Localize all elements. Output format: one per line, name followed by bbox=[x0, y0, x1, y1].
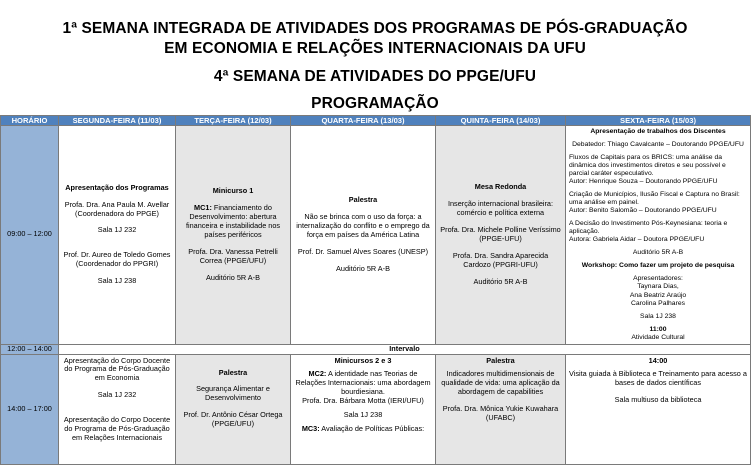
thu-am-room: Auditório 5R A-B bbox=[473, 276, 528, 286]
mon-pm-room-1: Sala 1J 232 bbox=[97, 390, 137, 400]
fri-pm-room: Sala multiuso da biblioteca bbox=[614, 395, 702, 405]
fri-am-room-2: Sala 1J 238 bbox=[640, 312, 676, 320]
thu-pm-text: Indicadores multidimensionais de qualidade de vida: uma aplicação da abordagem de capabilities bbox=[441, 369, 560, 397]
tue-am-mc-label: MC1: bbox=[194, 203, 212, 213]
wed-pm-mc2-speaker: Profa. Dra. Bárbara Motta (IERI/UFU) bbox=[302, 396, 424, 406]
morning-row bbox=[1, 126, 751, 344]
fri-am-work-1: Fluxos de Capitais para os BRICS: uma análise da dinâmica dos investimentos diretos e seu possível e parcial caráter especulativo. bbox=[569, 154, 726, 178]
mon-am-room-2: Sala 1J 238 bbox=[97, 276, 137, 286]
mon-am-room-1: Sala 1J 232 bbox=[97, 225, 137, 235]
mon-pm-text-1: Apresentação do Corpo Docente do Programa de Pós-Graduação em Economia bbox=[63, 355, 171, 383]
fri-am-work-3: A Decisão do Investimento Pós-Keynesiana: teoria e aplicação. bbox=[569, 220, 728, 236]
thursday-morning-cell bbox=[436, 126, 566, 344]
tue-pm-speaker: Prof. Dr. Antônio César Ortega (PPGE/UFU) bbox=[183, 410, 283, 429]
wed-am-title: Palestra bbox=[348, 195, 378, 205]
fri-am-workshop-text: Como fazer um projeto de pesquisa bbox=[617, 262, 735, 270]
mon-am-speaker-1: Profa. Dra. Ana Paula M. Avellar bbox=[64, 199, 170, 209]
wed-pm-mc2 bbox=[294, 370, 432, 397]
tuesday-afternoon-cell bbox=[176, 354, 291, 464]
mon-am-speaker-2: Prof. Dr. Aureo de Toledo Gomes bbox=[63, 250, 171, 260]
tue-am-title: Minicurso 1 bbox=[212, 186, 254, 196]
header-line-4: PROGRAMAÇÃO bbox=[311, 95, 439, 112]
tue-am-mc-text: Financiamento do Desenvolvimento: abertura financeira e instabilidade nos países periféricos bbox=[185, 203, 281, 239]
morning-time: 09:00 – 12:00 bbox=[1, 126, 59, 344]
col-header-friday: SEXTA-FEIRA (15/03) bbox=[566, 116, 751, 126]
tue-am-minicourse bbox=[179, 204, 287, 240]
schedule-table bbox=[0, 115, 751, 465]
col-header-monday: SEGUNDA-FEIRA (11/03) bbox=[59, 116, 176, 126]
col-header-tuesday: TERÇA-FEIRA (12/03) bbox=[176, 116, 291, 126]
fri-am-work-2: Criação de Municípios, Ilusão Fiscal e Captura no Brasil: uma análise em painel. bbox=[569, 191, 740, 207]
thu-am-title: Mesa Redonda bbox=[474, 182, 527, 192]
monday-afternoon-cell bbox=[59, 354, 176, 464]
wed-am-room: Auditório 5R A-B bbox=[336, 263, 390, 273]
mon-am-speaker-2-role: (Coordenador do PPGRI) bbox=[75, 259, 159, 269]
wed-pm-mc2-label: MC2: bbox=[308, 369, 327, 379]
fri-pm-text: Visita guiada à Biblioteca e Treinamento para acesso a bases de dados científicas bbox=[569, 369, 747, 388]
fri-am-workshop bbox=[569, 262, 747, 270]
monday-morning-cell bbox=[59, 126, 176, 344]
wednesday-morning-cell bbox=[291, 126, 436, 344]
tuesday-morning-cell bbox=[176, 126, 291, 344]
thu-am-speaker-1: Profa. Dra. Michele Polline Veríssimo (PPGE-UFU) bbox=[440, 225, 561, 243]
header-line-3: 4ª SEMANA DE ATIVIDADES DO PPGE/UFU bbox=[213, 68, 537, 85]
fri-am-room: Auditório 5R A-B bbox=[632, 249, 684, 257]
fri-am-time-2: 11:00 bbox=[649, 325, 667, 333]
afternoon-row bbox=[1, 354, 751, 464]
fri-am-presenter-3: Carolina Palhares bbox=[630, 299, 686, 307]
col-header-wednesday: QUARTA-FEIRA (13/03) bbox=[291, 116, 436, 126]
fri-am-workshop-label: Workshop: bbox=[581, 262, 618, 270]
wed-pm-mc2-text: A identidade nas Teorias de Relações Internacionais: uma abordagem bourdiesiana. bbox=[295, 369, 431, 397]
friday-morning-cell bbox=[566, 126, 751, 344]
fri-am-presenter-2: Ana Beatriz Araújo bbox=[629, 291, 687, 299]
table-header-row bbox=[1, 116, 751, 126]
fri-am-title: Apresentação de trabalhos dos Discentes bbox=[590, 128, 726, 136]
wed-pm-mc2-room: Sala 1J 238 bbox=[343, 410, 383, 420]
wed-pm-mc3 bbox=[294, 425, 432, 434]
fri-am-presenter-1: Taynara Dias, bbox=[637, 283, 679, 291]
lunch-time: 12:00 – 14:00 bbox=[1, 344, 59, 354]
thu-am-speaker-2: Profa. Dra. Sandra Aparecida Cardozo (PPGRI-UFU) bbox=[452, 250, 549, 269]
tue-am-speaker: Profa. Dra. Vanessa Petrelli Correa (PPGE/UFU) bbox=[188, 246, 278, 265]
wed-am-speaker: Prof. Dr. Samuel Alves Soares (UNESP) bbox=[297, 246, 429, 256]
lunch-row bbox=[1, 344, 751, 354]
wednesday-afternoon-cell bbox=[291, 354, 436, 464]
mon-am-title: Apresentação dos Programas bbox=[65, 182, 169, 192]
thu-pm-speaker: Profa. Dra. Mônica Yukie Kuwahara (UFABC) bbox=[442, 404, 559, 423]
mon-am-speaker-1-role: (Coordenadora do PPGE) bbox=[75, 208, 159, 218]
fri-pm-time: 14:00 bbox=[648, 355, 668, 365]
fri-am-work-1-author: Autor: Henrique Souza – Doutorando PPGE/UFU bbox=[569, 178, 718, 186]
tue-pm-title: Palestra bbox=[218, 367, 248, 377]
tue-pm-text: Segurança Alimentar e Desenvolvimento bbox=[196, 384, 270, 403]
thu-am-text: Inserção internacional brasileira: comércio e política externa bbox=[447, 199, 554, 218]
lunch-interval: Intervalo bbox=[59, 344, 751, 354]
wed-pm-mc3-text: Avaliação de Políticas Públicas: bbox=[319, 423, 425, 433]
thursday-afternoon-cell bbox=[436, 354, 566, 464]
afternoon-time: 14:00 – 17:00 bbox=[1, 354, 59, 464]
fri-am-work-3-author: Autora: Gabriela Aidar – Doutora PPGE/UFU bbox=[569, 236, 705, 244]
header-line-1: 1ª SEMANA INTEGRADA DE ATIVIDADES DOS PROGRAMAS DE PÓS-GRADUAÇÃO bbox=[62, 20, 688, 37]
friday-afternoon-cell bbox=[566, 354, 751, 464]
fri-am-cultural: Atividade Cultural bbox=[631, 333, 685, 341]
wed-am-text: Não se brinca com o uso da força: a internalização do conflito e o emprego da força em países da América Latina bbox=[296, 212, 430, 239]
col-header-thursday: QUINTA-FEIRA (14/03) bbox=[436, 116, 566, 126]
wed-pm-title: Minicursos 2 e 3 bbox=[334, 355, 392, 365]
header-line-2: EM ECONOMIA E RELAÇÕES INTERNACIONAIS DA UFU bbox=[164, 40, 586, 57]
fri-am-work-2-author: Autor: Benito Salomão – Doutorando PPGE/UFU bbox=[569, 207, 717, 215]
fri-am-presenters-label: Apresentadores: bbox=[633, 275, 683, 283]
fri-am-debater: Debatedor: Thiago Cavalcante – Doutorando PPGE/UFU bbox=[572, 141, 744, 149]
col-header-time: HORÁRIO bbox=[1, 116, 59, 126]
thu-pm-title: Palestra bbox=[486, 355, 515, 365]
mon-pm-text-2: Apresentação do Corpo Docente do Programa de Pós-Graduação em Relações Internacionais bbox=[63, 415, 171, 442]
wed-pm-mc3-label: MC3: bbox=[301, 423, 320, 433]
tue-am-room: Auditório 5R A-B bbox=[206, 272, 260, 282]
